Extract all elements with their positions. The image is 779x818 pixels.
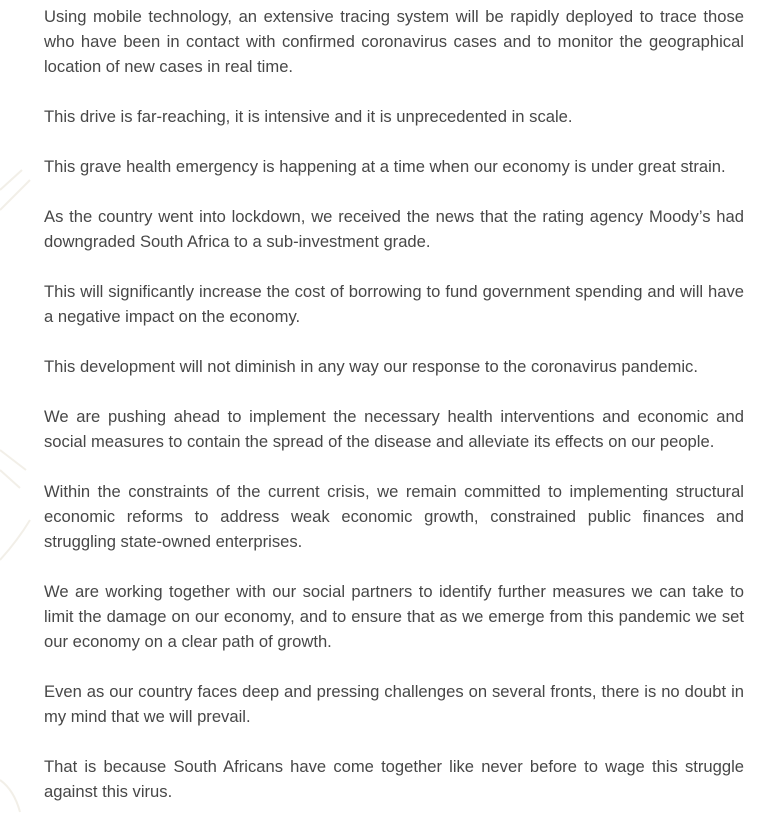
paragraph-far-reaching-drive: This drive is far-reaching, it is intensive and it is unprecedented in scale. — [44, 107, 573, 126]
paragraph-structural-reforms: Within the constraints of the current crisis, we remain committed to implementing structural economic reforms to address weak economic growth, constrained public finances and struggling state-owned enterprises. — [44, 482, 744, 551]
paragraph-borrowing-cost: This will significantly increase the cost of borrowing to fund government spending and will have a negative impact on the economy. — [44, 282, 744, 326]
paragraph-response-undiminished: This development will not diminish in any way our response to the coronavirus pandemic. — [44, 357, 698, 376]
paragraph-we-will-prevail: Even as our country faces deep and pressing challenges on several fronts, there is no doubt in my mind that we will prevail. — [44, 682, 744, 726]
paragraph-tracing-system: Using mobile technology, an extensive tracing system will be rapidly deployed to trace those who have been in contact with confirmed coronavirus cases and to monitor the geographical location of new cases in real time. — [44, 7, 744, 76]
paragraph-social-partners: We are working together with our social partners to identify further measures we can take to limit the damage on our economy, and to ensure that as we emerge from this pandemic we set our economy on a clear path of growth. — [44, 582, 744, 651]
paragraph-health-interventions: We are pushing ahead to implement the necessary health interventions and economic and social measures to contain the spread of the disease and alleviate its effects on our people. — [44, 407, 744, 451]
paragraph-moodys-downgrade: As the country went into lockdown, we received the news that the rating agency Moody’s had downgraded South Africa to a sub-investment grade. — [44, 207, 744, 251]
article-body — [44, 4, 744, 804]
paragraph-health-emergency: This grave health emergency is happening at a time when our economy is under great strain. — [44, 157, 726, 176]
paragraph-south-africans-together: That is because South Africans have come together like never before to wage this struggle against this virus. — [44, 757, 744, 801]
